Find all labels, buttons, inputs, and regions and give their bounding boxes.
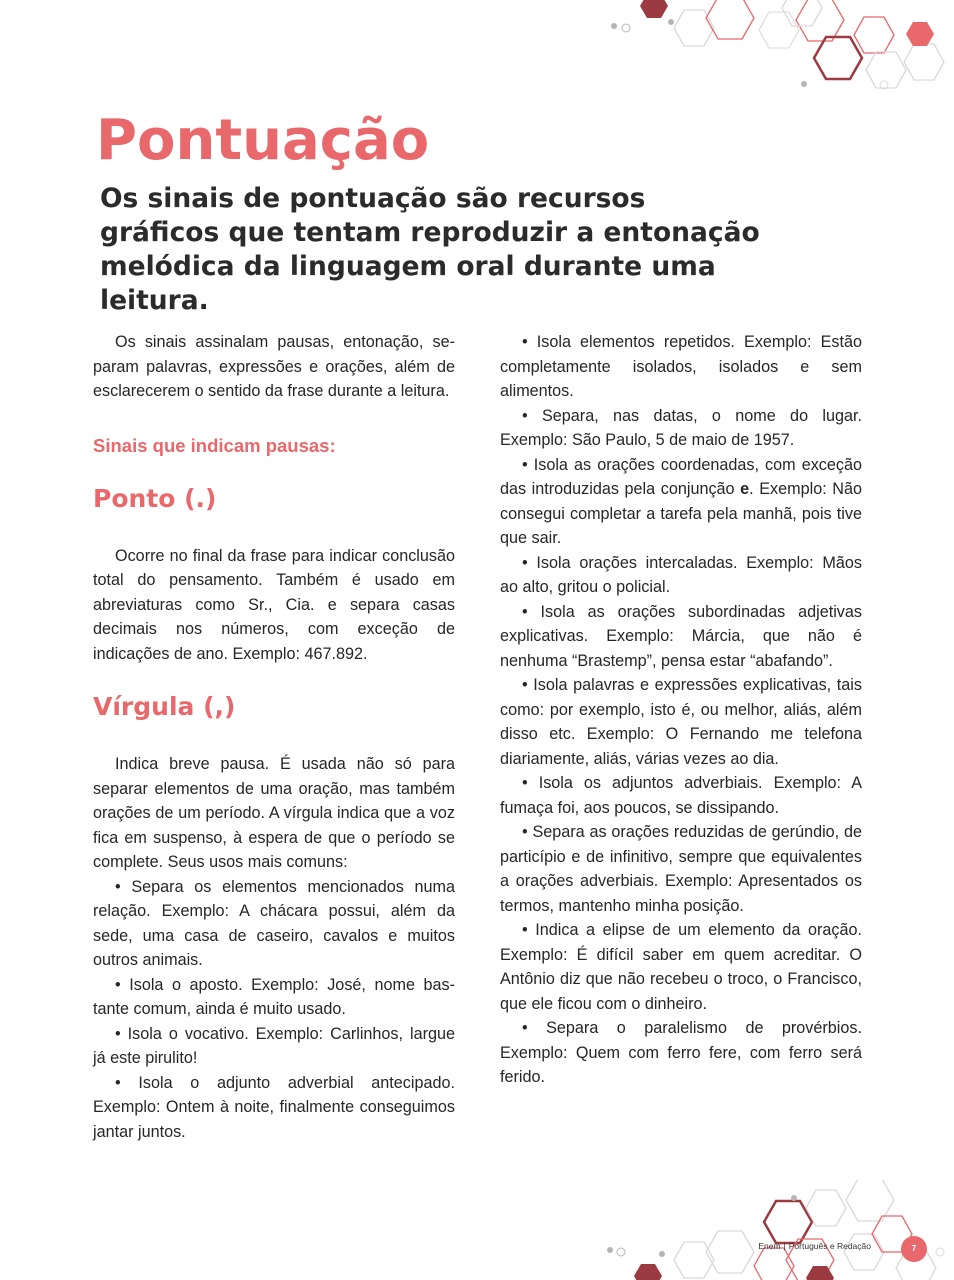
page-subtitle: Os sinais de pontuação são recursos gráficos que tentam reproduzir a entonação melódica da linguagem oral durante uma leitura. (100, 183, 760, 316)
heading-ponto: Ponto (.) (93, 483, 217, 513)
list-item: • Indica a elipse de um elemento da oração. Exemplo: É difícil saber em quem acreditar. O Antônio diz que não recebeu o troco, o Francisco, que ele ficou com o dinheiro. (500, 921, 862, 1013)
list-item: • Isola as orações subordinadas adjetivas explicativas. Exemplo: Márcia, que não é nenhuma “Brastemp”, pensa estar “abafando”. (500, 602, 862, 670)
conjunction-e: e (740, 480, 750, 498)
list-item: • Separa as orações reduzidas de gerúndio, de particípio e de infinitivo, sempre que equivalentes a orações adverbiais. Exemplo: Apresentados os termos, mantenho minha posição. (500, 823, 862, 915)
list-item: • Separa, nas datas, o nome do lugar. Exemplo: São Paulo, 5 de maio de 1957. (500, 406, 862, 449)
page-number: 7 (901, 1236, 927, 1262)
list-item-text: • Isola as orações coordenadas, com exceção das introduzidas pela conjunção (500, 455, 862, 498)
footer-book-subject (758, 1241, 871, 1251)
list-item: • Isola o adjunto adverbial antecipado. Exemplo: Ontem à noite, finalmente conseguimos jantar juntos. (93, 1073, 455, 1141)
list-item-coordenadas (500, 453, 862, 551)
list-item: • Isola o aposto. Exemplo: José, nome bastante comum, ainda é muito usado. (93, 975, 455, 1018)
decorative-hexagon-pattern-top (594, 0, 954, 110)
list-item: • Isola orações intercaladas. Exemplo: Mãos ao alto, gritou o policial. (500, 553, 862, 596)
intro-paragraph: Os sinais assinalam pausas, entonação, separam palavras, expressões e orações, além de esclarecerem o sentido da frase durante a leitura. (93, 333, 455, 400)
footer-subject: Português e Redação (788, 1241, 871, 1251)
page-title: Pontuação (96, 108, 430, 173)
list-item: • Isola os adjuntos adverbiais. Exemplo: A fumaça foi, aos poucos, se dissipando. (500, 774, 862, 817)
heading-virgula: Vírgula (,) (93, 692, 236, 721)
list-item: • Separa os elementos mencionados numa relação. Exemplo: A chácara possui, além da sede, uma casa de caseiro, cavalos e muitos outros animais. (93, 877, 455, 969)
footer-book: Enem (758, 1241, 781, 1251)
decorative-hexagon-pattern-bottom (594, 1180, 954, 1280)
left-column (93, 330, 455, 1144)
list-item: • Isola palavras e expressões explicativas, tais como: por exemplo, isto é, ou melhor, aliás, além disso etc. Exemplo: O Fernando me telefona diariamente, aliás, várias vezes ao dia. (500, 676, 862, 768)
list-item: • Isola o vocativo. Exemplo: Carlinhos, largue já este pirulito! (93, 1024, 455, 1067)
footer-separator: | (783, 1241, 786, 1251)
right-column (500, 330, 862, 1090)
list-item-text: . Exemplo: Não consegui completar a tarefa pela manhã, pois tive que sair. (500, 480, 862, 547)
list-item: • Separa o paralelismo de provérbios. Exemplo: Quem com ferro fere, com ferro será ferido. (500, 1019, 862, 1086)
virgula-paragraph: Indica breve pausa. É usada não só para separar elementos de uma oração, mas também orações de um período. A vírgula indica que a voz fica em suspenso, à espera de que o período se complete. Seus usos mais comuns: (93, 755, 455, 871)
ponto-paragraph: Ocorre no final da frase para indicar conclusão total do pensamento. Também é usado em abreviaturas como Sr., Cia. e separa casas decimais nos números, com exceção de indicações de ano. Exemplo: 467.892. (93, 546, 455, 663)
list-item: • Isola elementos repetidos. Exemplo: Estão completamente isolados, isolados e sem alimentos. (500, 333, 862, 400)
section-label-pauses: Sinais que indicam pausas: (93, 434, 336, 456)
